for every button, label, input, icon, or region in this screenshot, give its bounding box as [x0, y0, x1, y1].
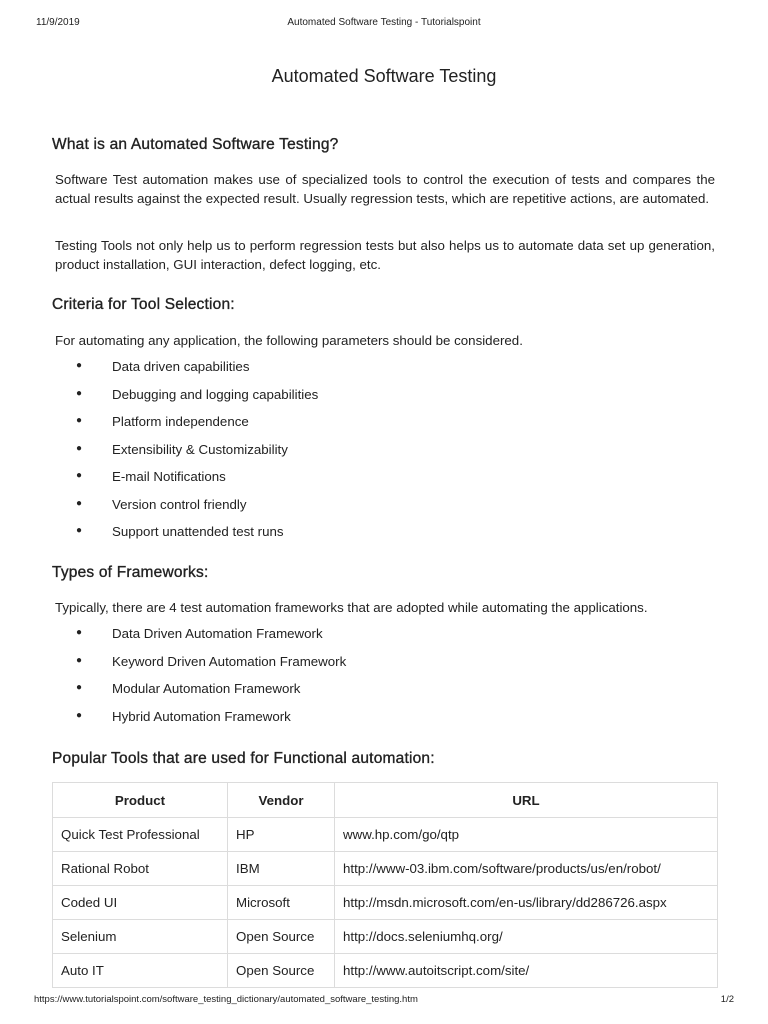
bullet-icon: ● — [76, 442, 83, 454]
cell-url: http://msdn.microsoft.com/en-us/library/dd286726.aspx — [335, 886, 718, 920]
bullet-icon: ● — [76, 415, 83, 426]
cell-product: Coded UI — [53, 886, 228, 920]
cell-product: Selenium — [53, 920, 228, 954]
list-item: ● Platform independence — [76, 414, 249, 429]
cell-vendor: Microsoft — [228, 886, 335, 920]
list-item: ● Extensibility & Customizability — [76, 441, 288, 457]
cell-url: www.hp.com/go/qtp — [335, 818, 718, 852]
bullet-icon: ● — [76, 525, 83, 536]
bullet-icon: ● — [76, 497, 83, 509]
print-header — [0, 17, 768, 31]
list-item: ● Data Driven Automation Framework — [76, 626, 323, 641]
list-item: ● Data driven capabilities — [76, 359, 250, 374]
paragraph-tools-help: Testing Tools not only help us to perform regression tests but also helps us to automate data set up generation, product installation, GUI interaction, defect logging, etc. — [55, 238, 715, 272]
section-heading-popular-tools: Popular Tools that are used for Functional automation: — [52, 750, 435, 767]
list-item: ● Modular Automation Framework — [76, 681, 301, 696]
column-header-url: URL — [335, 783, 718, 818]
list-item: ● Keyword Driven Automation Framework — [76, 653, 347, 669]
paragraph-criteria-intro: For automating any application, the following parameters should be considered. — [55, 333, 523, 348]
list-item: ● E-mail Notifications — [76, 469, 226, 484]
cell-url: http://www-03.ibm.com/software/products/us/en/robot/ — [335, 852, 718, 886]
column-header-product: Product — [53, 783, 228, 818]
cell-vendor: Open Source — [228, 954, 335, 988]
list-item: ● Debugging and logging capabilities — [76, 386, 319, 402]
table-row — [53, 920, 718, 954]
cell-vendor: Open Source — [228, 920, 335, 954]
bullet-icon: ● — [76, 387, 83, 399]
list-item: ● Support unattended test runs — [76, 524, 284, 539]
print-title: Automated Software Testing - Tutorialspoint — [287, 17, 481, 28]
bullet-icon: ● — [76, 709, 83, 721]
cell-vendor: IBM — [228, 852, 335, 886]
page-title: Automated Software Testing — [271, 66, 497, 86]
cell-product: Auto IT — [53, 954, 228, 988]
column-header-vendor: Vendor — [228, 783, 335, 818]
table-row — [53, 954, 718, 988]
cell-url: http://www.autoitscript.com/site/ — [335, 954, 718, 988]
list-item: ● Version control friendly — [76, 496, 247, 512]
frameworks-list — [0, 626, 768, 736]
section-heading-criteria: Criteria for Tool Selection: — [52, 296, 235, 313]
table-header-row — [53, 783, 718, 818]
list-item: ● Hybrid Automation Framework — [76, 708, 291, 724]
paragraph-definition: Software Test automation makes use of specialized tools to control the execution of tests and compares the actual results against the expected result. Usually regression tests, which are repetitive actions, are automated. — [55, 172, 715, 206]
table-row — [53, 852, 718, 886]
paragraph-frameworks-intro: Typically, there are 4 test automation frameworks that are adopted while automating the applications. — [55, 600, 648, 615]
print-url: https://www.tutorialspoint.com/software_testing_dictionary/automated_software_testing.htm — [34, 994, 418, 1005]
bullet-icon: ● — [76, 627, 83, 638]
bullet-icon: ● — [76, 654, 83, 666]
tools-table — [52, 782, 718, 988]
bullet-icon: ● — [76, 360, 83, 371]
page-number: 1/2 — [720, 994, 734, 1005]
table-row — [53, 886, 718, 920]
cell-url: http://docs.seleniumhq.org/ — [335, 920, 718, 954]
bullet-icon: ● — [76, 470, 83, 481]
cell-vendor: HP — [228, 818, 335, 852]
section-heading-what-is: What is an Automated Software Testing? — [52, 136, 339, 153]
bullet-icon: ● — [76, 682, 83, 693]
print-date: 11/9/2019 — [36, 17, 80, 28]
cell-product: Quick Test Professional — [53, 818, 228, 852]
cell-product: Rational Robot — [53, 852, 228, 886]
section-heading-frameworks: Types of Frameworks: — [52, 564, 209, 581]
table-row — [53, 818, 718, 852]
criteria-list — [0, 359, 768, 552]
